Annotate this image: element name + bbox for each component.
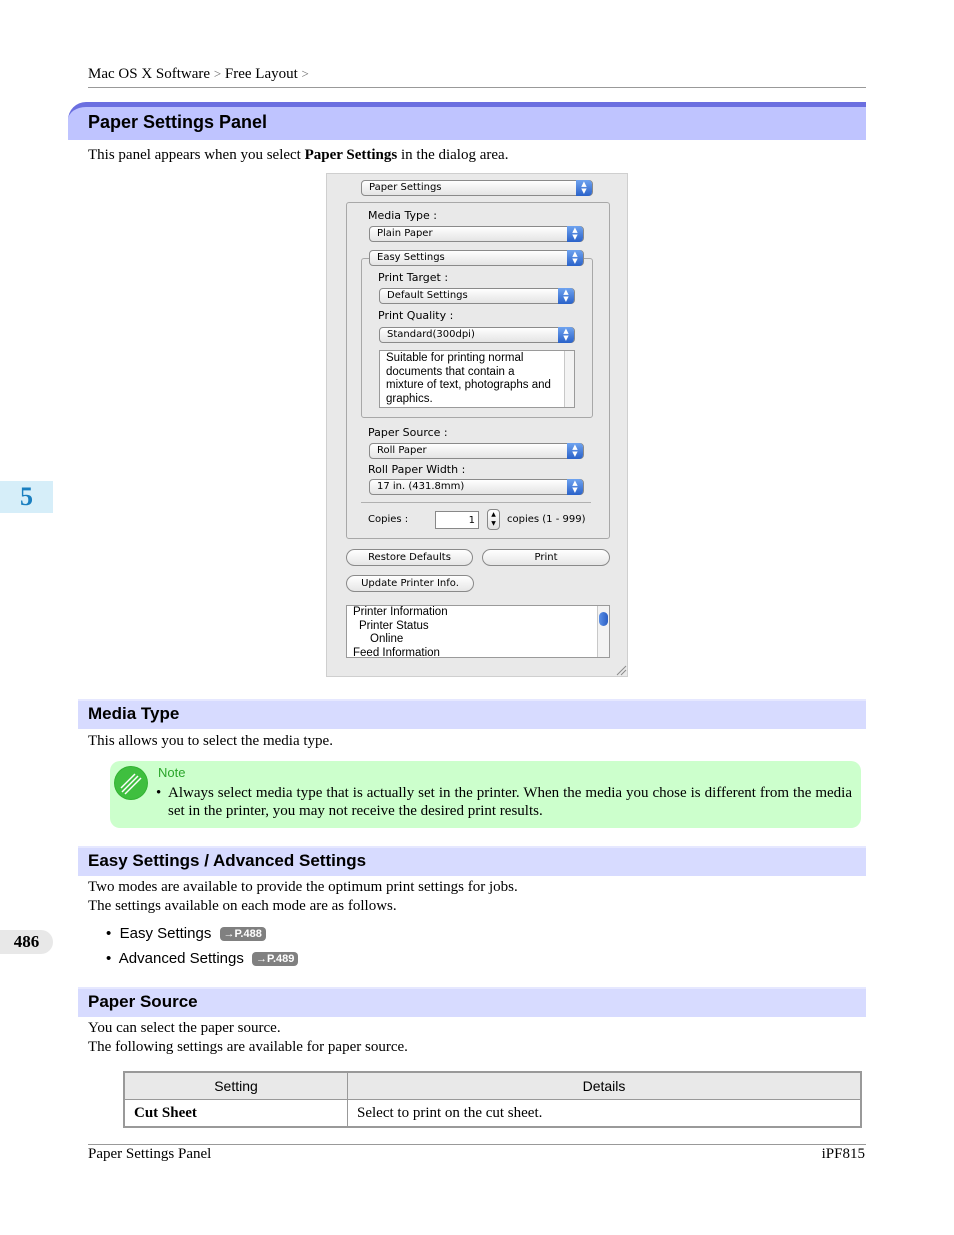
quality-description	[379, 350, 575, 408]
print-target-label: Print Target :	[378, 271, 449, 284]
roll-width-popup[interactable]	[369, 479, 584, 495]
intro-text-part: This panel appears when you select	[88, 147, 305, 163]
info-line: Printer Information	[353, 606, 448, 618]
description-line: graphics.	[386, 392, 433, 405]
mode-popup[interactable]	[369, 250, 584, 266]
breadcrumb-item[interactable]: Free Layout	[224, 66, 298, 82]
printer-info-list	[346, 605, 610, 658]
panel-selector-popup[interactable]	[361, 180, 593, 196]
breadcrumb	[88, 66, 309, 83]
list-item	[106, 925, 266, 942]
note-title: Note	[158, 765, 186, 780]
copies-input[interactable]	[435, 511, 479, 529]
pencil-icon	[114, 766, 148, 800]
dialog-divider	[361, 502, 591, 503]
page-title: Paper Settings Panel	[88, 112, 268, 132]
paper-settings-dialog	[326, 173, 628, 677]
updown-arrows-icon: ▲ ▼	[567, 443, 583, 459]
section-header-bar	[78, 699, 866, 729]
table-cell: Select to print on the cut sheet.	[348, 1100, 862, 1128]
print-target-popup[interactable]	[379, 288, 575, 304]
info-line: Printer Status	[359, 619, 429, 632]
updown-arrows-icon: ▲ ▼	[567, 226, 583, 242]
list-item-label: Advanced Settings	[118, 950, 244, 967]
restore-defaults-button[interactable]: Restore Defaults	[346, 549, 473, 566]
table-cell: Cut Sheet	[124, 1100, 348, 1128]
footer-model-name: iPF815	[821, 1146, 865, 1162]
table-row	[124, 1100, 861, 1128]
print-quality-label: Print Quality :	[378, 309, 454, 322]
bullet: •	[106, 925, 112, 942]
popup-value: Roll Paper	[377, 445, 427, 456]
paper-source-line: You can select the paper source.	[88, 1020, 281, 1036]
media-type-label: Media Type :	[368, 209, 438, 222]
updown-arrows-icon: ▲ ▼	[567, 250, 583, 266]
intro-text-bold: Paper Settings	[304, 147, 398, 163]
print-button[interactable]: Print	[482, 549, 610, 566]
print-quality-popup[interactable]	[379, 327, 575, 343]
popup-value: Standard(300dpi)	[387, 329, 475, 340]
page-number: 486	[0, 930, 53, 954]
updown-arrows-icon: ▲ ▼	[558, 288, 574, 304]
resize-grip-icon[interactable]	[615, 664, 627, 676]
info-scrollbar[interactable]	[597, 606, 609, 657]
note-text	[156, 784, 852, 820]
description-line: documents that contain a	[386, 365, 515, 378]
breadcrumb-separator: >	[301, 66, 309, 81]
description-line: Suitable for printing normal	[386, 352, 524, 364]
breadcrumb-item[interactable]: Mac OS X Software	[88, 66, 211, 82]
column-header: Setting	[124, 1072, 348, 1100]
popup-value: Easy Settings	[377, 252, 445, 263]
copies-label: Copies :	[368, 514, 409, 525]
paper-source-line: The following settings are available for paper source.	[88, 1039, 408, 1055]
breadcrumb-separator: >	[213, 66, 222, 81]
copies-range: copies (1 - 999)	[507, 514, 586, 525]
roll-width-label: Roll Paper Width :	[368, 463, 466, 476]
intro-text	[88, 147, 508, 164]
stepper-arrows-icon: ▲ ▼	[491, 511, 496, 527]
paper-source-popup[interactable]	[369, 443, 584, 459]
description-scrollbar[interactable]	[564, 351, 574, 407]
popup-value: Default Settings	[387, 290, 468, 301]
footer-divider	[88, 1144, 866, 1145]
page-ref-link[interactable]: →P.488	[220, 927, 266, 941]
media-type-text: This allows you to select the media type.	[88, 733, 333, 749]
update-printer-info-button[interactable]: Update Printer Info.	[346, 575, 474, 592]
list-item	[106, 950, 298, 967]
header-divider	[88, 87, 866, 88]
updown-arrows-icon: ▲ ▼	[567, 479, 583, 495]
copies-stepper[interactable]	[487, 509, 500, 530]
popup-value: 17 in. (431.8mm)	[377, 481, 465, 492]
updown-arrows-icon: ▲ ▼	[558, 327, 574, 343]
section-title-easy-advanced: Easy Settings / Advanced Settings	[88, 851, 367, 870]
paper-source-table	[123, 1071, 862, 1128]
bullet: •	[106, 950, 112, 967]
popup-value: Plain Paper	[377, 228, 433, 239]
easy-advanced-line: The settings available on each mode are as follows.	[88, 898, 397, 914]
section-title-paper-source: Paper Source	[88, 992, 198, 1011]
bullet: •	[156, 785, 162, 801]
page-ref-link[interactable]: →P.489	[252, 952, 298, 966]
updown-arrows-icon: ▲ ▼	[576, 180, 592, 196]
paper-source-label: Paper Source :	[368, 426, 448, 439]
table-header-row	[124, 1072, 861, 1100]
easy-advanced-line: Two modes are available to provide the optimum print settings for jobs.	[88, 879, 518, 895]
section-title-media-type: Media Type	[88, 704, 180, 723]
description-line: mixture of text, photographs and	[386, 379, 551, 391]
popup-value: Paper Settings	[369, 182, 442, 193]
column-header: Details	[348, 1072, 862, 1100]
chapter-tab[interactable]: 5	[0, 481, 53, 513]
intro-text-part: in the dialog area.	[397, 147, 509, 163]
info-line: Feed Information	[353, 646, 440, 659]
scroll-thumb[interactable]	[599, 612, 608, 626]
note-body: Always select media type that is actually set in the printer. When the media you chose is different from the media set in the printer, you may not receive the desired print results.	[168, 785, 852, 819]
info-line: Online	[370, 633, 404, 645]
list-item-label: Easy Settings	[119, 925, 212, 942]
media-type-popup[interactable]	[369, 226, 584, 242]
footer-section-title: Paper Settings Panel	[88, 1146, 212, 1162]
